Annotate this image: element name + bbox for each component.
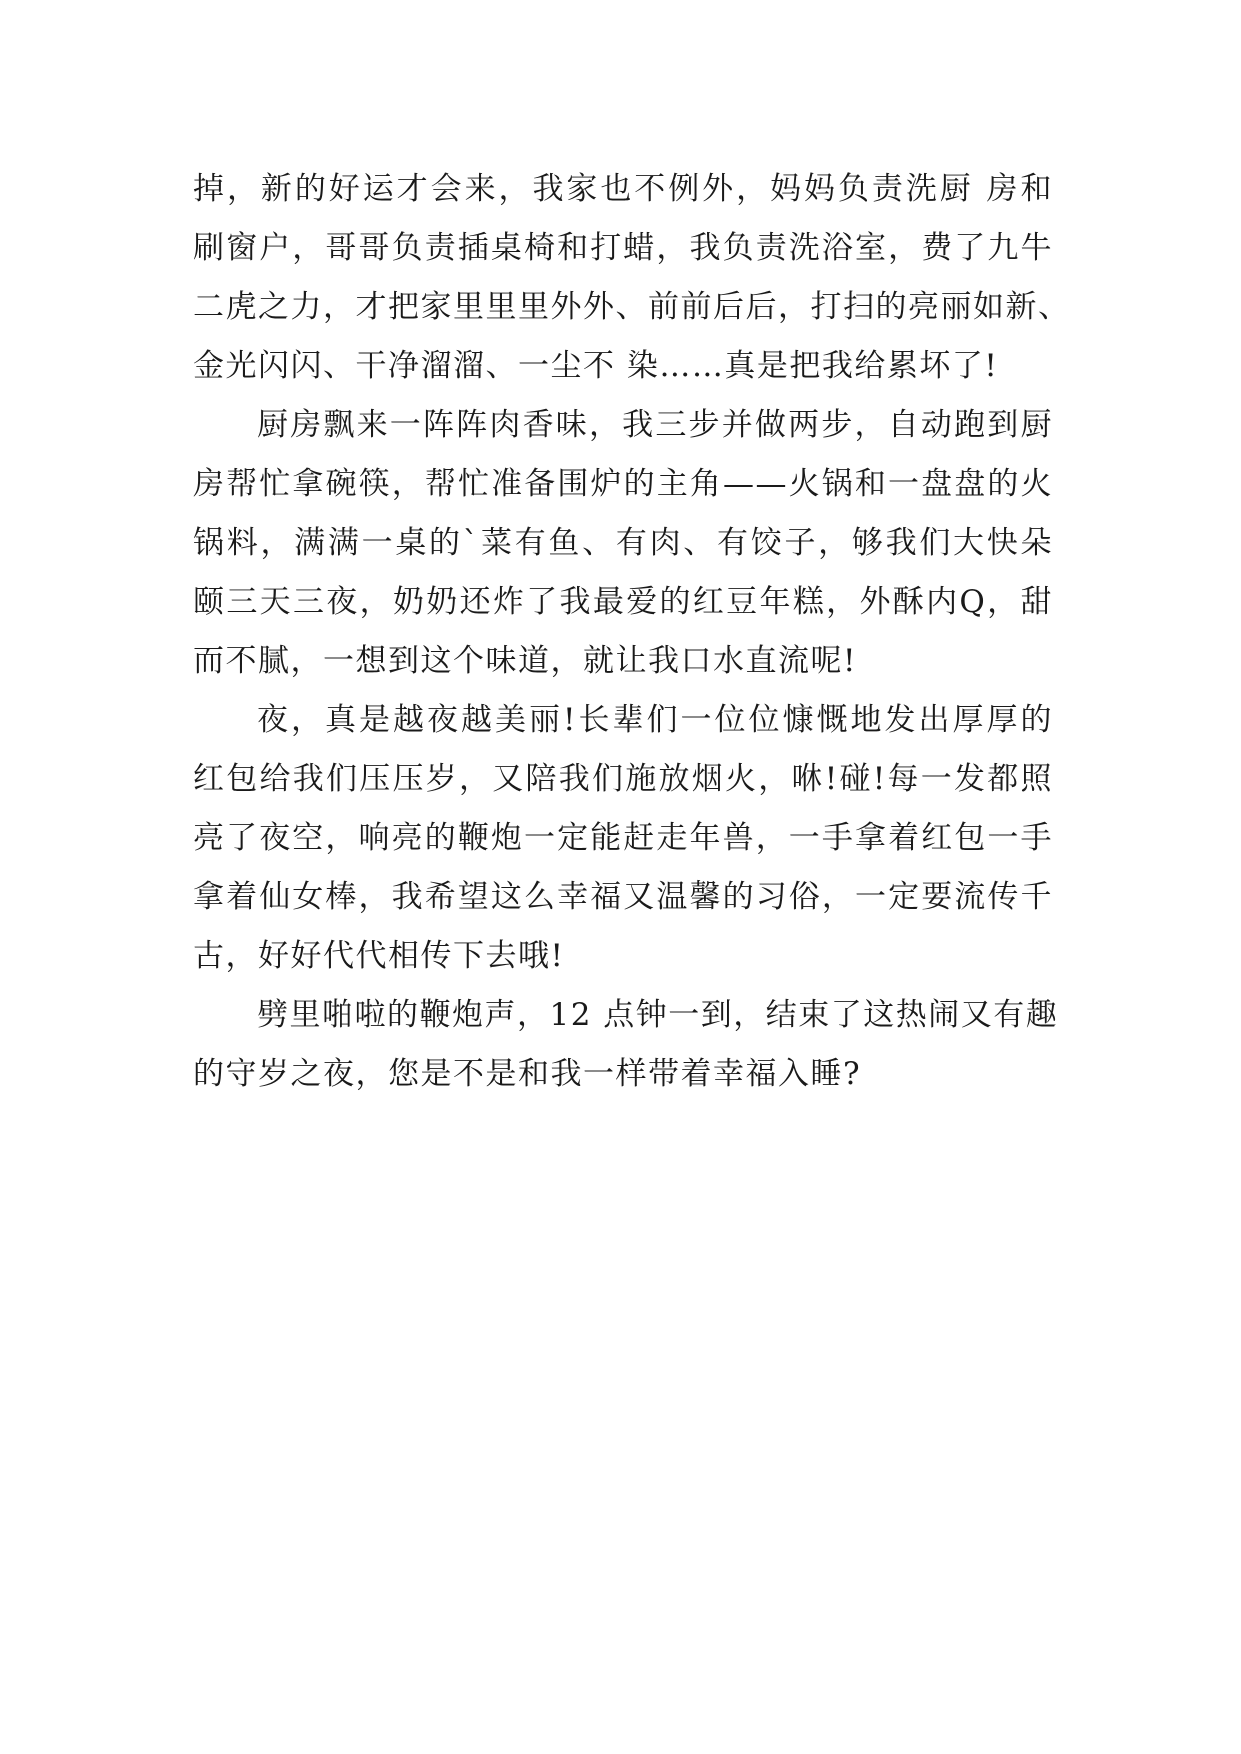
paragraph-1 bbox=[193, 160, 1071, 396]
text-line: 亮了夜空，响亮的鞭炮一定能赶走年兽，一手拿着红包一手 bbox=[193, 820, 1053, 856]
paragraph-2 bbox=[193, 396, 1053, 691]
text-line: 夜，真是越夜越美丽!长辈们一位位慷慨地发出厚厚的 bbox=[257, 702, 1053, 738]
text-line: 二虎之力，才把家里里里外外、前前后后，打扫的亮丽如新、 bbox=[193, 289, 1071, 325]
text-line: 房帮忙拿碗筷，帮忙准备围炉的主角——火锅和一盘盘的火 bbox=[193, 466, 1053, 502]
text-line: 金光闪闪、干净溜溜、一尘不 染……真是把我给累坏了! bbox=[193, 348, 999, 384]
text-line: 红包给我们压压岁，又陪我们施放烟火，咻!碰!每一发都照 bbox=[193, 761, 1053, 797]
text-line: 古，好好代代相传下去哦! bbox=[193, 938, 565, 974]
text-line: 而不腻，一想到这个味道，就让我口水直流呢! bbox=[193, 643, 857, 679]
essay-body bbox=[193, 160, 1071, 1104]
text-line: 颐三天三夜，奶奶还炸了我最爱的红豆年糕，外酥内Q，甜 bbox=[193, 584, 1053, 620]
text-line: 的守岁之夜，您是不是和我一样带着幸福入睡? bbox=[193, 1056, 862, 1092]
text-line: 拿着仙女棒，我希望这么幸福又温馨的习俗，一定要流传千 bbox=[193, 879, 1053, 915]
paragraph-3 bbox=[193, 691, 1053, 986]
text-line: 锅料，满满一桌的`菜有鱼、有肉、有饺子，够我们大快朵 bbox=[193, 525, 1053, 561]
paragraph-4 bbox=[193, 986, 1059, 1104]
text-line: 掉，新的好运才会来，我家也不例外，妈妈负责洗厨 房和 bbox=[193, 171, 1053, 207]
text-line: 劈里啪啦的鞭炮声，12 点钟一到，结束了这热闹又有趣 bbox=[257, 997, 1059, 1033]
text-line: 厨房飘来一阵阵肉香味，我三步并做两步，自动跑到厨 bbox=[257, 407, 1053, 443]
text-line: 刷窗户，哥哥负责插桌椅和打蜡，我负责洗浴室，费了九牛 bbox=[193, 230, 1053, 266]
